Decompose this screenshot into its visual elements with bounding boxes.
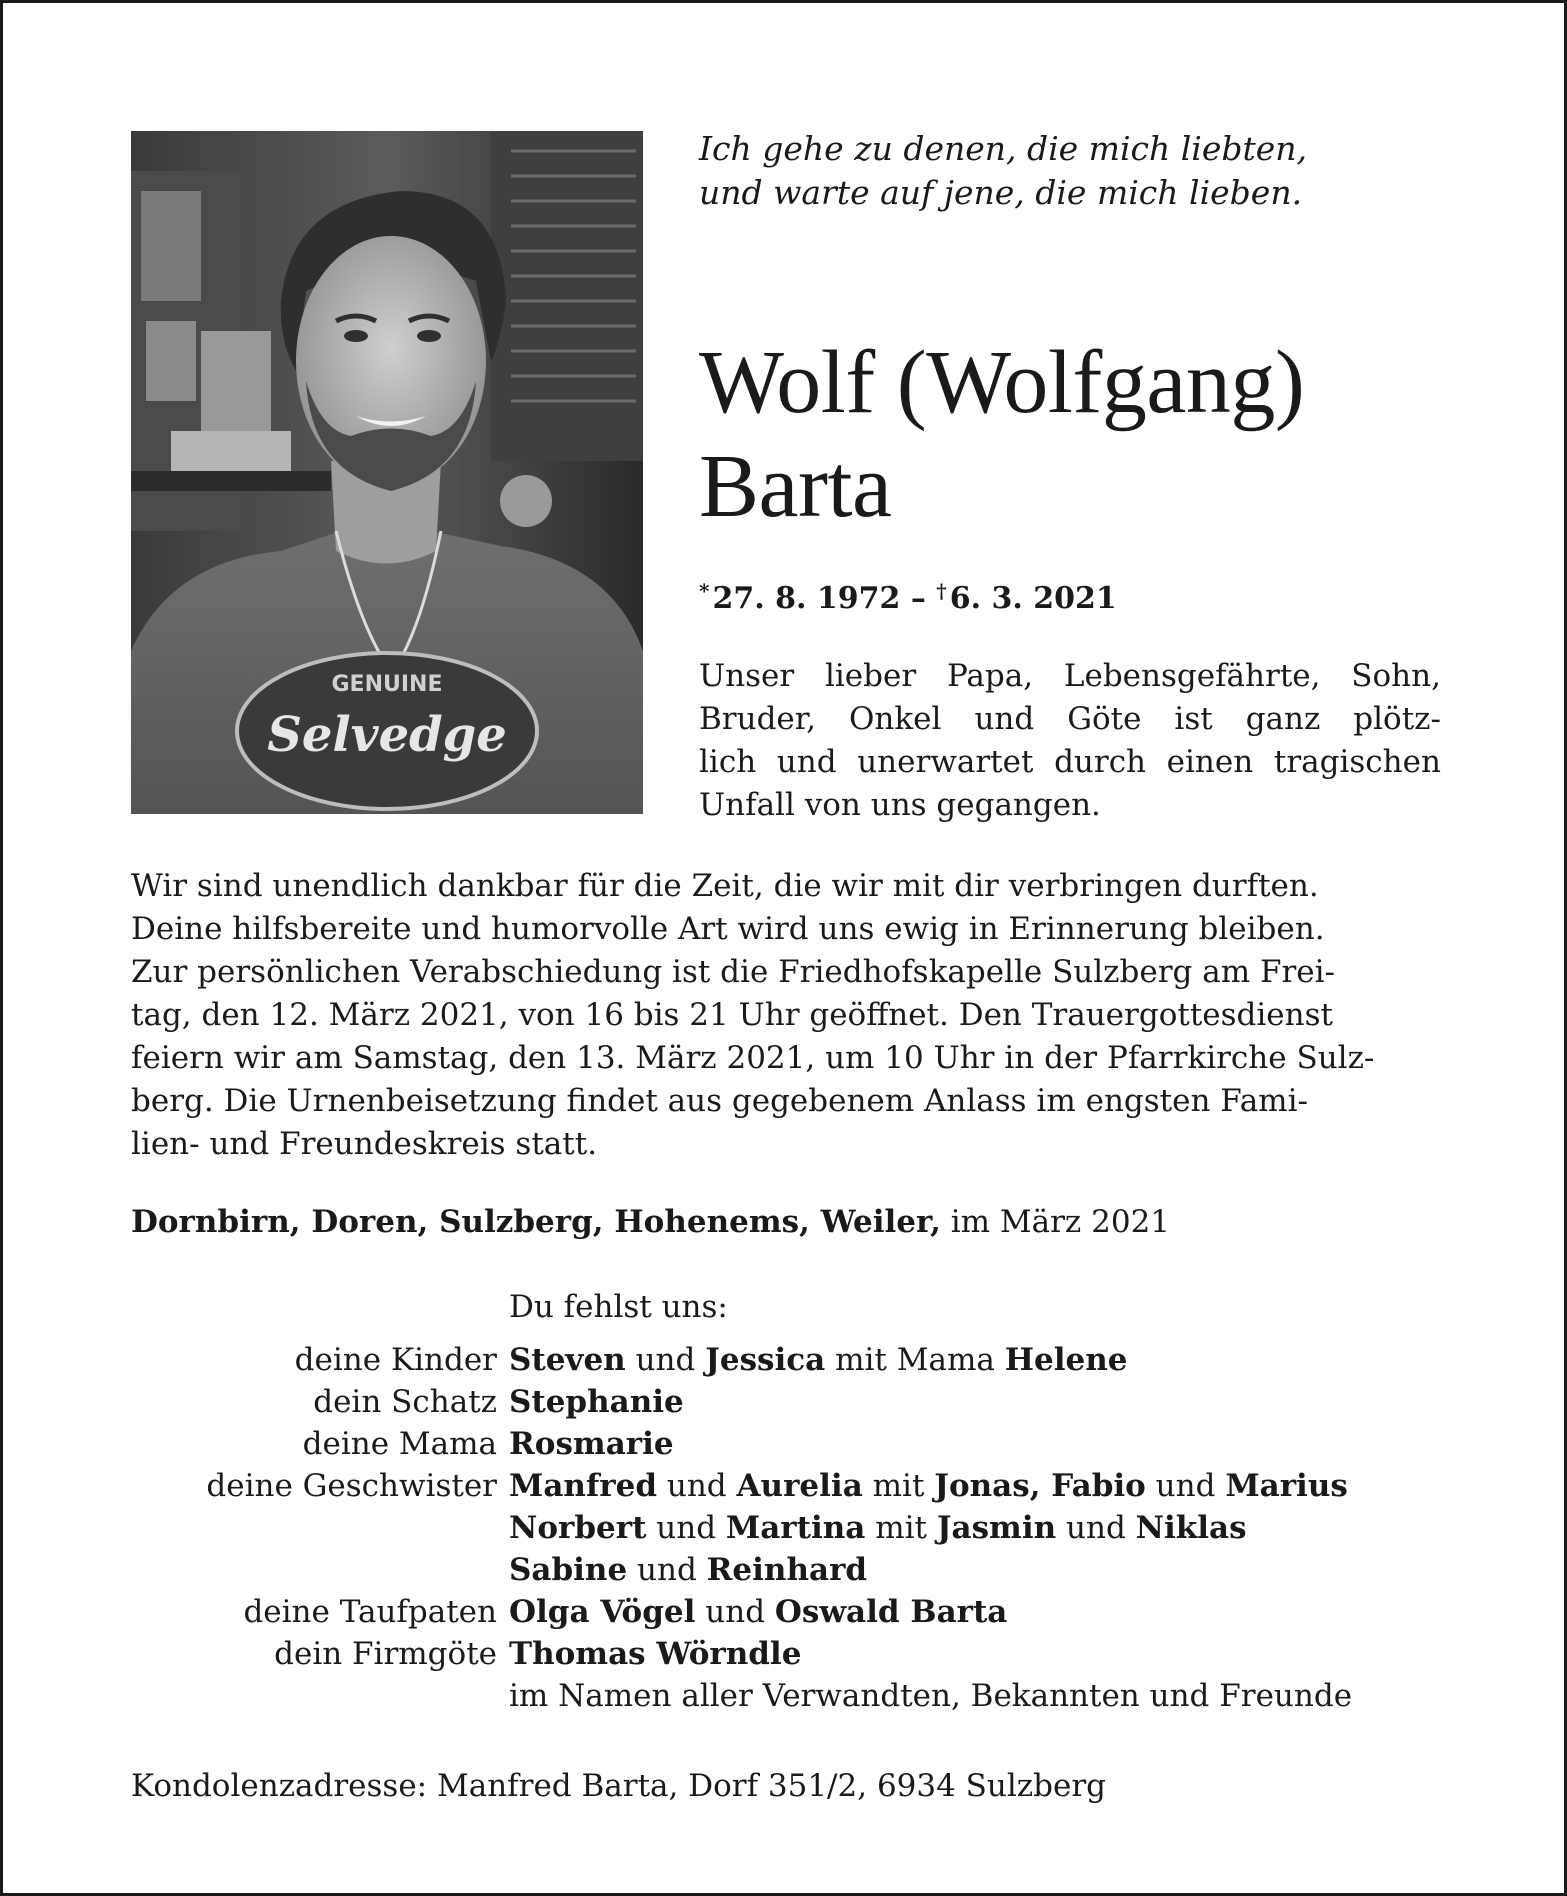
condolence-address: Kondolenzadresse: Manfred Barta, Dorf 351/2, 6934 Sulzberg: [131, 1768, 1106, 1804]
death-date: 6. 3. 2021: [949, 581, 1117, 616]
family-member-name: Aurelia: [736, 1468, 863, 1504]
main-paragraph: [131, 865, 1441, 1166]
intro-line: Unfall von uns gegangen.: [699, 787, 1101, 823]
family-names: [509, 1591, 1007, 1633]
family-row: [131, 1339, 1471, 1381]
paragraph-line: Wir sind unendlich dankbar für die Zeit, die wir mit dir verbringen durften.: [131, 868, 1319, 904]
family-row: [131, 1465, 1471, 1507]
family-member-name: Thomas Wörndle: [509, 1636, 802, 1672]
intro-word: ganz: [1245, 701, 1321, 737]
intro-word: und: [974, 701, 1035, 737]
birth-symbol: *: [699, 579, 710, 603]
intro-word: durch: [1054, 744, 1147, 780]
places-list: Dornbirn, Doren, Sulzberg, Hohenems, Weiler,: [131, 1204, 941, 1240]
connector-text: und: [646, 1510, 726, 1546]
family-names: [509, 1423, 674, 1465]
paragraph-line: feiern wir am Samstag, den 13. März 2021, um 10 Uhr in der Pfarrkirche Sulz-: [131, 1040, 1375, 1076]
family-row: [131, 1549, 1471, 1591]
relation-label: dein Schatz: [313, 1384, 497, 1420]
intro-word: ist: [1174, 701, 1213, 737]
family-names: [509, 1675, 1352, 1717]
family-member-name: Marius: [1225, 1468, 1348, 1504]
paragraph-line: berg. Die Urnenbeisetzung findet aus gegebenem Anlass im engsten Fami-: [131, 1083, 1308, 1119]
family-names: [509, 1633, 801, 1675]
family-member-name: Stephanie: [509, 1384, 684, 1420]
connector-text: und: [1145, 1468, 1226, 1504]
intro-word: lieber: [824, 658, 917, 694]
family-member-name: Manfred: [509, 1468, 658, 1504]
family-member-name: Jonas, Fabio: [934, 1468, 1146, 1504]
intro-word: plötz-: [1353, 701, 1441, 737]
family-member-name: Steven: [509, 1342, 626, 1378]
paragraph-line: Zur persönlichen Verabschiedung ist die Friedhofskapelle Sulzberg am Frei-: [131, 954, 1336, 990]
connector-text: und: [657, 1468, 737, 1504]
portrait-illustration: [131, 131, 643, 814]
name-first-line: Wolf (Wolfgang): [699, 333, 1305, 432]
intro-paragraph: [699, 655, 1441, 827]
shirt-logo-text: Selvedge: [267, 707, 507, 763]
family-member-name: Helene: [1004, 1342, 1128, 1378]
intro-word: einen: [1166, 744, 1254, 780]
family-row: [131, 1423, 1471, 1465]
connector-text: mit: [865, 1510, 937, 1546]
relation-label: deine Geschwister: [206, 1468, 497, 1504]
family-member-name: Niklas: [1135, 1510, 1247, 1546]
motto-line: und warte auf jene, die mich lieben.: [699, 173, 1303, 212]
family-list: [131, 1339, 1471, 1717]
relation-label: deine Taufpaten: [243, 1594, 497, 1630]
intro-line: [699, 698, 1441, 741]
family-row: [131, 1591, 1471, 1633]
death-symbol: †: [936, 579, 947, 603]
intro-word: Unser: [699, 658, 795, 694]
family-names: [509, 1339, 1127, 1381]
family-row: [131, 1633, 1471, 1675]
family-member-name: Rosmarie: [509, 1426, 674, 1462]
deceased-name: [699, 331, 1539, 539]
intro-word: tragischen: [1273, 744, 1441, 780]
places-line: [131, 1201, 1170, 1244]
intro-word: Lebensgefährte,: [1063, 658, 1321, 694]
birth-date: 27. 8. 1972: [712, 581, 901, 616]
intro-word: Papa,: [946, 658, 1034, 694]
family-member-name: Reinhard: [706, 1552, 868, 1588]
relation-label: deine Mama: [302, 1426, 497, 1462]
places-date: im März 2021: [940, 1204, 1171, 1240]
motto-line: Ich gehe zu denen, die mich liebten,: [699, 129, 1308, 168]
connector-text: und: [695, 1594, 775, 1630]
paragraph-line: tag, den 12. März 2021, von 16 bis 21 Uhr geöffnet. Den Trauergottesdienst: [131, 997, 1333, 1033]
intro-line: [699, 741, 1441, 784]
family-row: [131, 1381, 1471, 1423]
family-member-name: Oswald Barta: [774, 1594, 1008, 1630]
family-member-name: Norbert: [509, 1510, 647, 1546]
intro-word: Onkel: [849, 701, 942, 737]
relation-label: dein Firmgöte: [274, 1636, 497, 1672]
family-names: [509, 1507, 1247, 1549]
relation-label: [131, 1507, 509, 1549]
intro-word: Bruder,: [699, 701, 817, 737]
family-row: [131, 1675, 1471, 1717]
missing-you-line: Du fehlst uns:: [509, 1289, 728, 1325]
paragraph-line: Deine hilfsbereite und humorvolle Art wird uns ewig in Erinnerung bleiben.: [131, 911, 1325, 947]
intro-line: [699, 655, 1441, 698]
intro-word: Sohn,: [1351, 658, 1441, 694]
family-member-name: Sabine: [509, 1552, 628, 1588]
paragraph-line: lien- und Freundeskreis statt.: [131, 1126, 598, 1162]
family-member-name: Martina: [725, 1510, 866, 1546]
connector-text: mit Mama: [825, 1342, 1005, 1378]
name-last-line: Barta: [699, 437, 892, 536]
motto-quote: [699, 127, 1519, 215]
relation-label: [131, 1549, 509, 1591]
connector-text: und: [627, 1552, 707, 1588]
shirt-arc-text: GENUINE: [331, 672, 443, 697]
intro-word: lich: [699, 744, 757, 780]
connector-text: mit: [862, 1468, 935, 1504]
family-member-name: Jasmin: [936, 1510, 1057, 1546]
relation-label: deine Kinder: [294, 1342, 497, 1378]
family-row: [131, 1507, 1471, 1549]
connector-text: im Namen aller Verwandten, Bekannten und Freunde: [509, 1678, 1353, 1714]
intro-word: unerwartet: [857, 744, 1034, 780]
intro-word: Göte: [1067, 701, 1142, 737]
family-member-name: Jessica: [705, 1342, 826, 1378]
date-separator: –: [900, 581, 937, 616]
intro-word: und: [776, 744, 837, 780]
life-dates: [699, 571, 1117, 619]
family-member-name: Olga Vögel: [509, 1594, 696, 1630]
family-names: [509, 1381, 684, 1423]
family-names: [509, 1549, 867, 1591]
family-names: [509, 1465, 1348, 1507]
connector-text: und: [1056, 1510, 1136, 1546]
relation-label: [131, 1675, 509, 1717]
portrait-photo: [131, 131, 643, 814]
connector-text: und: [625, 1342, 706, 1378]
